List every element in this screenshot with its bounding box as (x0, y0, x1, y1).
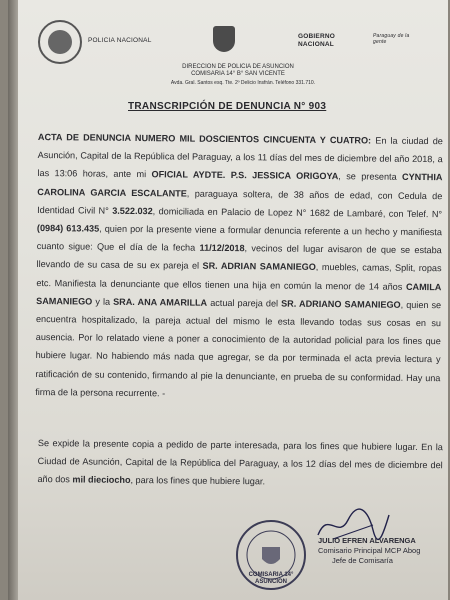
header-right-line1: GOBIERNO (298, 33, 335, 40)
body-text: actual pareja del (207, 297, 282, 309)
signatory-rank: Comisario Principal MCP Abog (318, 546, 421, 555)
header-right-line2: NACIONAL (298, 41, 334, 48)
body-text: , vecinos del lugar avisaron de que se estaba llevando de su casa de su ex pareja el (36, 243, 442, 272)
closing-year: mil dieciocho (72, 474, 131, 485)
body-text: , muebles, camas, Split, ropas etc. Manifiesta la denunciante que ellos tienen una hija en común la menor de 14 años (36, 262, 442, 292)
signatory-name: JULIO EFREN ALVARENGA (318, 536, 416, 545)
stamp-label-line1: COMISARIA 14° (248, 572, 294, 578)
body-text: , se presenta (338, 171, 403, 183)
complainant-name: CYNTHIA CAROLINA GARCIA ESCALANTE (37, 172, 443, 199)
directorate-line-2: COMISARIA 14° B° SAN VICENTE (191, 71, 285, 77)
signatory-block (318, 536, 448, 566)
stamp-label (236, 572, 306, 586)
document-page (8, 0, 448, 600)
id-number: 3.522.032 (112, 205, 153, 217)
police-seal-icon (38, 20, 82, 64)
body-text: y la (92, 296, 114, 307)
closing-paragraph (37, 434, 443, 492)
ex-partner-name: SR. ADRIAN SAMANIEGO (202, 261, 316, 273)
closing-text: Se expide la presente copia a pedido de parte interesada, para los fines que hubiere lugar. En la Ciudad de Asunción, Capital de la República del Paraguay, a los 12 días del mes de diciembre del año dos (37, 437, 443, 485)
closing-text: , para los fines que hubiere lugar. (130, 474, 266, 487)
body-text: , paraguaya soltera, de 38 años de edad, con Cedula de Identidad Civil N° (37, 188, 443, 216)
header-left-label: POLICIA NACIONAL (88, 37, 152, 44)
daughter-name: CAMILA SAMANIEGO (36, 281, 442, 307)
stamp-label-line2: ASUNCION (254, 579, 287, 585)
body-text: , quien por la presente viene a formular denuncia referente a un hecho y manifiesta cuanto sigue: Que el día de la fecha (36, 223, 442, 253)
act-heading: ACTA DE DENUNCIA NUMERO MIL DOSCIENTOS CINCUENTA Y CUATRO: (37, 131, 372, 146)
current-partner-name: SRA. ANA AMARILLA (113, 296, 208, 308)
incident-date: 11/12/2018 (199, 242, 245, 254)
page-edge-shadow (8, 0, 18, 600)
document-title: TRANSCRIPCIÓN DE DENUNCIA N° 903 (128, 101, 327, 112)
ex-partner-name-2: SR. ADRIANO SAMANIEGO (281, 298, 401, 310)
directorate-line-3: Avda. Gral. Santos esq. Tte. 2º Delicio Insfrán. Teléfono 331.710. (170, 80, 316, 86)
complaint-body (35, 128, 443, 405)
body-text: , domiciliada en Palacio de Lopez N° 1682 de Lambaré, con Telef. N° (152, 206, 443, 220)
signatory-role: Jefe de Comisaría (332, 556, 393, 565)
national-shield-icon (213, 26, 235, 52)
body-text: En la ciudad de Asunción, Capital de la República del Paraguay, a los 11 días del mes de diciembre del año 2018, a las 13:06 horas, ante mi (37, 135, 443, 180)
officer-name: OFICIAL AYDTE. P.S. JESSICA ORIGOYA (151, 169, 339, 182)
directorate-line-1: DIRECCION DE POLICIA DE ASUNCION (182, 64, 294, 70)
body-text: , quien se encuentra hospitalizado, la pareja actual del mismo le esta llevando todas sus cosas en su ausencia. Por lo relatado viene a poner a conocimiento de la autoridad policial para los fines que hubiere lugar. No habiendo más nada que agregar, se da por terminada el acta previa lectura y ratificación de su contenido, firmando al pie la denunciante, en prueba de su conformidad. Hay una firma de la persona recurrente. - (35, 299, 442, 399)
header-right-script: Paraguay de la gente (373, 33, 410, 45)
phone-number: (0984) 613.435 (36, 223, 100, 234)
